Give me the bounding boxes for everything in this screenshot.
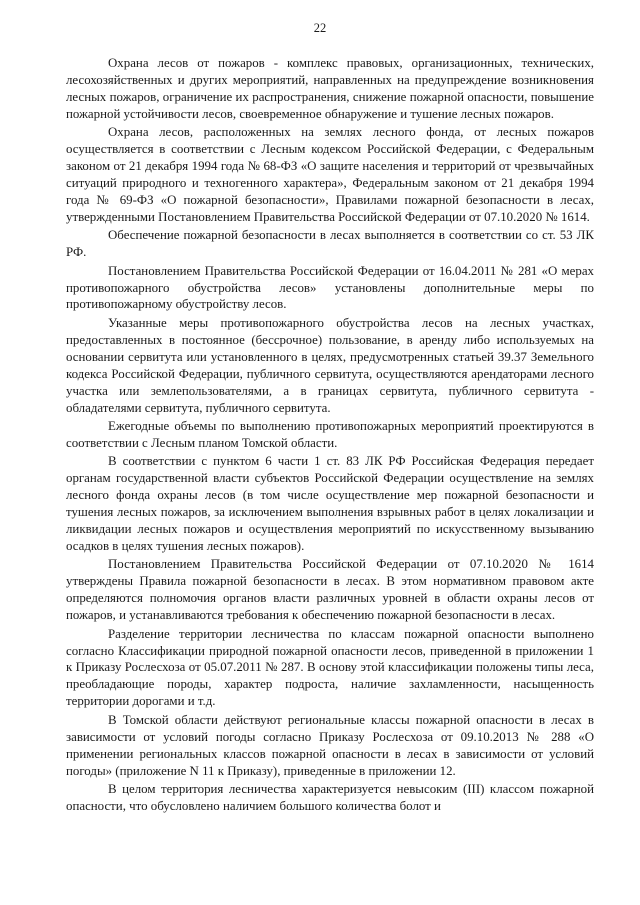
paragraph-responsible-parties: Указанные меры противопожарного обустройства лесов на лесных участках, предоставленных в постоянное (бессрочное) пользование, в аренду либо используемых на основании сервитута или установленного в целях, предусмотренных статьей 39.37 Земельного кодекса Российской Федерации, публичного сервитута, осуществляются арендаторами лесного участка или землепользователями, а в границах сервитута, публичного сервитута - обладателями сервитута, публичного сервитута. — [66, 315, 594, 415]
paragraph-article-83: В соответствии с пунктом 6 части 1 ст. 83 ЛК РФ Российская Федерация передает органам государственной власти субъектов Российской Федерации осуществление на землях лесного фонда охраны лесов (в том числе осуществление мер пожарной безопасности и тушения лесных пожаров, за исключением выполнения взрывных работ в целях локализации и ликвидации лесных пожаров и осуществления мероприятий по искусственному вызыванию осадков в целях тушения лесных пожаров). — [66, 454, 594, 553]
paragraph-article-53: Обеспечение пожарной безопасности в лесах выполняется в соответствии со ст. 53 ЛК РФ. — [66, 228, 594, 260]
paragraph-legal-basis: Охрана лесов, расположенных на землях лесного фонда, от лесных пожаров осуществляется в соответствии с Лесным кодексом Российской Федерации, с Федеральным законом от 21 декабря 1994 года № 68-ФЗ «О защите населения и территорий от чрезвычайных ситуаций природного и техногенного характера», Федеральным законом от 21 декабря 1994 года № 69-ФЗ «О пожарной безопасности», Правилами пожарной безопасности в лесах, утвержденными Постановлением Правительства Российской Федерации от 07.10.2020 № 1614. — [66, 125, 594, 224]
paragraph-regional-classes: В Томской области действуют региональные классы пожарной опасности в лесах в зависимости от условий погоды согласно Приказу Рослесхоза от 09.10.2013 № 288 «О применении региональных классов пожарной опасности в лесах в зависимости от условий погоды» (приложение N 11 к Приказу), приведенные в приложении 12. — [66, 712, 594, 778]
paragraph-overall-characteristic: В целом территория лесничества характеризуется невысоким (III) классом пожарной опасности, что обусловлено наличием большого количества болот и — [66, 782, 594, 813]
paragraph-annual-volumes: Ежегодные объемы по выполнению противопожарных мероприятий проектируются в соответствии с Лесным планом Томской области. — [66, 419, 594, 450]
paragraph-forest-fire-protection-definition: Охрана лесов от пожаров - комплекс правовых, организационных, технических, лесохозяйственных и других мероприятий, направленных на предупреждение возникновения лесных пожаров, ограничение их распространения, снижение пожарной опасности, повышение пожарной устойчивости лесов, своевременное обнаружение и тушение лесных пожаров. — [66, 56, 594, 121]
page-number: 22 — [313, 21, 327, 35]
paragraph-resolution-281: Постановлением Правительства Российской Федерации от 16.04.2011 № 281 «О мерах противопожарного обустройства лесов» установлены дополнительные меры по противопожарному обустройству лесов. — [66, 263, 594, 312]
document-body — [66, 55, 594, 816]
paragraph-resolution-1614: Постановлением Правительства Российской Федерации от 07.10.2020 № 1614 утверждены Правила пожарной безопасности в лесах. В этом нормативном правовом акте определяются полномочия органов власти различных уровней в области охраны лесов от пожаров, и устанавливаются требования к обеспечению пожарной безопасности в лесах. — [66, 557, 594, 623]
paragraph-fire-danger-classes: Разделение территории лесничества по классам пожарной опасности выполнено согласно Классификации природной пожарной опасности лесов, приведенной в приложении 1 к Приказу Рослесхоза от 05.07.2011 № 287. В основу этой классификации положены типы леса, преобладающие породы, характер подроста, наличие захламленности, насыщенность территории дорогами и т.д. — [66, 626, 594, 709]
